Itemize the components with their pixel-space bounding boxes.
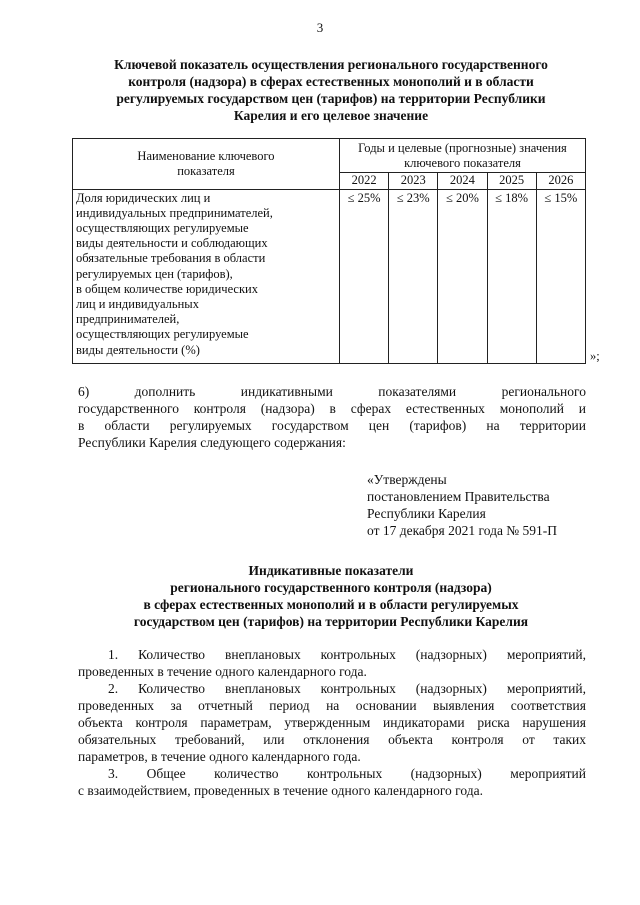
table-row: [73, 189, 586, 363]
paragraph-line: с взаимодействием, проведенных в течение одного календарного года.: [78, 783, 483, 798]
indicative-indicators-title: [78, 562, 584, 630]
item-6-paragraph: [78, 383, 586, 451]
cell-line: лиц и индивидуальных: [76, 297, 199, 312]
list-item: [78, 680, 586, 765]
title-line: Ключевой показатель осуществления регионального государственного: [114, 57, 548, 72]
approval-stamp: [367, 471, 557, 539]
title-line: регионального государственного контроля (надзора): [170, 580, 492, 595]
paragraph-line: государственного контроля (надзора) в сферах естественных монополий и: [78, 401, 586, 416]
cell-line: Доля юридических лиц и: [76, 190, 211, 205]
title-line: Индикативные показатели: [248, 563, 414, 578]
value-cell: ≤ 15%: [536, 189, 585, 363]
key-indicator-title: [78, 56, 584, 124]
title-line: государством цен (тарифов) на территории Республики Карелия: [133, 614, 529, 629]
title-line: Карелия и его целевое значение: [233, 108, 429, 123]
indicators-list: [78, 646, 586, 799]
list-item: [78, 765, 586, 799]
cell-line: осуществляющих регулируемые: [76, 327, 249, 342]
cell-line: виды деятельности и соблюдающих: [76, 236, 268, 251]
paragraph-line: обязательных требований, или отклонения объекта контроля от таких: [78, 732, 586, 747]
approval-line: Республики Карелия: [367, 506, 486, 521]
header-years-group: [340, 139, 586, 173]
approval-line: «Утверждены: [367, 472, 447, 487]
value-cell: ≤ 18%: [487, 189, 536, 363]
year-header: 2022: [340, 173, 389, 189]
paragraph-line: 6) дополнить индикативными показателями регионального: [78, 384, 586, 399]
year-header: 2024: [438, 173, 487, 189]
value-cell: ≤ 20%: [438, 189, 487, 363]
cell-line: регулируемых цен (тарифов),: [76, 266, 233, 281]
cell-line: виды деятельности (%): [76, 342, 200, 357]
paragraph-line: 3. Общее количество контрольных (надзорных) мероприятий: [108, 766, 586, 781]
approval-line: постановлением Правительства: [367, 489, 550, 504]
cell-line: индивидуальных предпринимателей,: [76, 205, 273, 220]
title-line: контроля (надзора) в сферах естественных монополий и в области: [128, 74, 534, 89]
cell-line: в общем количестве юридических: [76, 281, 258, 296]
cell-line: обязательные требования в области: [76, 251, 266, 266]
year-header: 2026: [536, 173, 585, 189]
paragraph-line: 1. Количество внеплановых контрольных (надзорных) мероприятий,: [108, 647, 586, 662]
paragraph-line: в области регулируемых государством цен (тарифов) на территории: [78, 418, 586, 433]
quote-close: »;: [590, 349, 600, 363]
header-line: ключевого показателя: [404, 156, 521, 171]
paragraph-line: 2. Количество внеплановых контрольных (надзорных) мероприятий,: [108, 681, 586, 696]
title-line: в сферах естественных монополий и в области регулируемых: [143, 597, 519, 612]
list-item: [78, 646, 586, 680]
value-cell: ≤ 23%: [389, 189, 438, 363]
approval-line: от 17 декабря 2021 года № 591-П: [367, 523, 558, 538]
cell-line: предпринимателей,: [76, 312, 180, 327]
paragraph-line: параметров, в течение одного календарного года.: [78, 749, 361, 764]
page-number: 3: [316, 20, 324, 35]
year-header: 2025: [487, 173, 536, 189]
year-header: 2023: [389, 173, 438, 189]
indicator-name-cell: [73, 189, 340, 363]
header-line: показателя: [177, 163, 235, 178]
key-indicator-table: [72, 138, 586, 364]
value-cell: ≤ 25%: [340, 189, 389, 363]
cell-line: осуществляющих регулируемые: [76, 221, 249, 236]
header-indicator-name: [73, 139, 340, 190]
paragraph-line: проведенных в течение одного календарного года.: [78, 664, 367, 679]
paragraph-line: объекта контроля параметрам, утвержденным индикаторами риска нарушения: [78, 715, 586, 730]
paragraph-line: Республики Карелия следующего содержания:: [78, 435, 346, 450]
title-line: регулируемых государством цен (тарифов) на территории Республики: [116, 91, 546, 106]
header-line: Наименование ключевого: [137, 148, 275, 163]
header-line: Годы и целевые (прогнозные) значения: [358, 141, 567, 155]
paragraph-line: проведенных за отчетный период на основании выявления соответствия: [78, 698, 586, 713]
